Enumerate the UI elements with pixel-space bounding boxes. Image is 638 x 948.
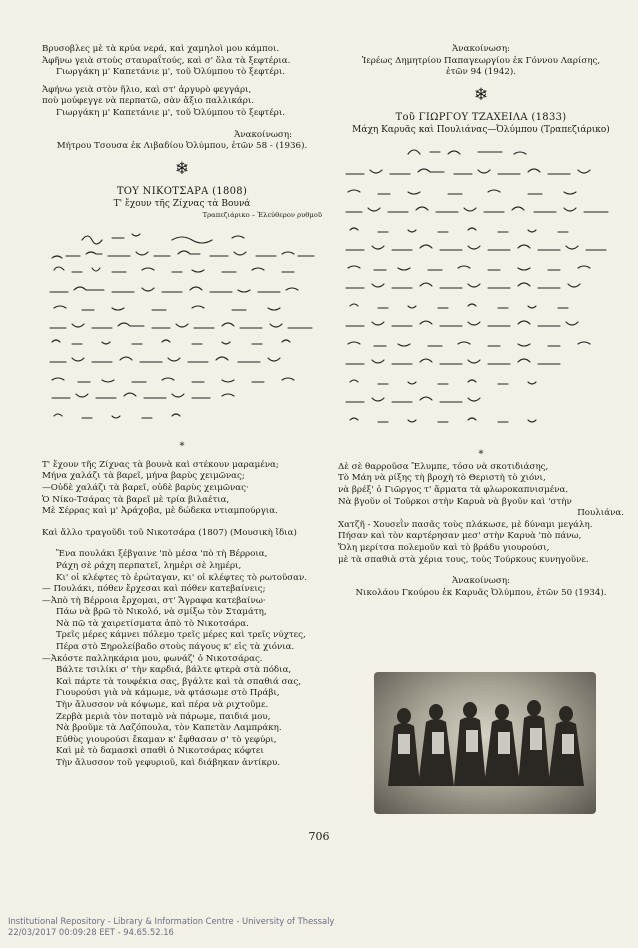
rhythm-note: Τραπεζιάρικο – Ἐλεύθερον ρυθμοῦ bbox=[202, 210, 322, 219]
poem-line: Κι' οἱ κλέφτες τὸ ἐρώταγαν, κι' οἱ κλέφτες τὸ ρωτοῦσαν. bbox=[56, 572, 308, 583]
announce-text: ἐτῶν 94 (1942). bbox=[445, 67, 517, 78]
left-column bbox=[42, 44, 322, 770]
footer-line: Institutional Repository - Library & Information Centre - University of Thessaly bbox=[8, 916, 335, 926]
verse-line: Δὲ σὲ θαρροῦσα Ἔλυμπε, τόσο νὰ σκοτιδιάσης, bbox=[338, 461, 549, 472]
song-subtitle: Μάχη Καρυᾶς καὶ Πουλιάνας—Ὀλύμπου (Τραπεζιάρικο) bbox=[352, 124, 610, 135]
poem-line: Πέρα στὸ Ξηρολείβαδο στοὺς πάγους κ' εἰς τὰ χιόνια. bbox=[56, 642, 295, 653]
byzantine-score-right bbox=[338, 136, 624, 448]
verse-line: Ὁ Νίκο-Τσάρας τὰ βαρεῖ μὲ τρία βιλαέτια, bbox=[42, 494, 230, 505]
announce-label: Ἀνακοίνωση: bbox=[234, 129, 292, 140]
intro-line: Ἀφήνω γειὰ στὸν ἥλιο, καὶ στ' ἀργυρὸ φεγγάρι, bbox=[42, 84, 252, 95]
announce-label: Ἀνακοίνωση: bbox=[452, 576, 510, 587]
song-title: Τοῦ ΓΙΩΡΓΟΥ ΤΖΑΧΕΙΛΑ (1833) bbox=[395, 111, 567, 123]
byzantine-score-left bbox=[42, 220, 322, 440]
poem-line: —Ἀπὸ τὴ Βέρροια ἔρχομαι, στ' Ἄγραφα κατεβαίνω· bbox=[42, 595, 266, 606]
poem-line: Καὶ μὲ τὸ δαμασκὶ σπαθὶ ὁ Νικοτσάρας κόφτει bbox=[56, 746, 264, 757]
song-title: ΤΟΥ ΝΙΚΟΤΣΑΡΑ (1808) bbox=[116, 185, 248, 197]
announce-text: Ἱερέως Δημητρίου Παπαγεωργίου ἐκ Γόννου Λαρίσης, bbox=[361, 55, 601, 66]
verse-line: Τ' ἔχουν τῆς Ζίχνας τὰ βουνὰ καὶ στέκουν μαραμένα; bbox=[42, 459, 279, 470]
snowflake-ornament-icon: ❄ bbox=[473, 84, 489, 105]
verse-line: Μὲ Σέρρας καὶ μ' Ἀράχοβα, μὲ δώδεκα ντιαμπούργια. bbox=[42, 506, 278, 517]
verse-line: Ὅλη μερίτσα πολεμοῦν καὶ τὸ βράδυ γιουρούσι, bbox=[338, 542, 550, 553]
other-song-heading: Καὶ ἄλλο τραγοῦδι τοῦ Νικοτσάρα (1807) (Μουσικὴ ἴδια) bbox=[42, 527, 297, 538]
footer-line: 22/03/2017 00:09:28 EET - 94.65.52.16 bbox=[8, 927, 174, 937]
poem-line: Καὶ πάρτε τὰ τουφέκια σας, βγάλτε καὶ τὰ σπαθιά σας, bbox=[56, 676, 302, 687]
verse-line: Πήσαν καὶ τὸν καρτέρησαν μεσ' στὴν Καρυὰ 'πὸ πάνω, bbox=[338, 531, 582, 542]
score-notation-drawing bbox=[338, 136, 624, 448]
verse-line: νὰ βρέξ' ὁ Γιῶργος τ' ἅρματα τὰ φλωροκαπνισμένα. bbox=[338, 484, 569, 495]
song-subtitle: Τ' ἔχουν τῆς Ζίχνας τὰ Βουνά bbox=[113, 198, 251, 209]
section-asterisk: * bbox=[478, 448, 484, 460]
intro-line: Γιωργάκη μ' Καπετάνιε μ', τοῦ Ὀλύμπου τὸ ξεφτέρι. bbox=[56, 107, 285, 118]
verse-line: Πουλιάνα. bbox=[577, 508, 624, 519]
announce-label: Ἀνακοίνωση: bbox=[452, 44, 510, 54]
announce-text: Μήτρου Τσουσα ἐκ Λιβαδίου Ὀλύμπου, ἐτῶν 58 - (1936). bbox=[56, 141, 308, 152]
page-number: 706 bbox=[308, 830, 330, 843]
intro-line: Ἀφῆνω γειὰ στοὺς σταυραΐτούς, καὶ σ' ὅλα τὰ ξεφτέρια. bbox=[42, 55, 291, 66]
poem-line: Νὰ πῶ τὰ χαιρετίσματα ἀπὸ τὸ Νικοτσάρα. bbox=[56, 618, 249, 629]
poem-line: Νὰ βροῦμε τὰ Λαζόπουλα, τὸν Καπετὰν Λαμπράκη. bbox=[56, 723, 282, 734]
poem-line: Τρεῖς μέρες κάμνει πόλεμο τρεῖς μέρες καὶ τρεῖς νύχτες, bbox=[56, 630, 306, 641]
score-notation-drawing bbox=[42, 220, 322, 440]
poem-line: Τὴν ἄλυσσον τοῦ γεφυριοῦ, καὶ διάβηκαν ἀντίκρυ. bbox=[56, 758, 280, 768]
verse-line: Μήνα χαλάζι τὰ βαρεῖ, μήνα βαρὺς χειμῶνας; bbox=[42, 471, 245, 482]
poem-line: Ράχη σὲ ράχη περπατεῖ, λημέρι σὲ λημέρι, bbox=[56, 560, 242, 571]
poem-line: Πάω νὰ βρῶ τὸ Νικολό, νὰ σμίξω τὸν Σταμάτη, bbox=[56, 607, 267, 618]
intro-line: Βρυσοβλες μὲ τὰ κρύα νερά, καὶ χαμηλοὶ μου κάμποι. bbox=[42, 44, 280, 54]
intro-line: Γιωργάκη μ' Καπετάνιε μ', τοῦ Ὀλύμπου τὸ ξεφτέρι. bbox=[56, 67, 285, 78]
intro-line: ποὺ μούφεγγε νὰ περπατῶ, σὰν ἄξιο παλλικάρι. bbox=[42, 96, 255, 107]
verse-line: Τὸ Μάη νὰ ρίξης τὴ βροχὴ τὸ Θεριστὴ τὸ χιόνι, bbox=[338, 473, 546, 484]
poem-line: —Ἀκόστε παλληκάρια μου, φωνάζ' ὁ Νικοτσάρας. bbox=[42, 653, 263, 664]
right-column bbox=[338, 44, 624, 599]
dancers-figures bbox=[374, 672, 596, 814]
verse-line: Χατζῆ - Χουσεῒν πασᾶς τοὺς πλάκωσε, μὲ δύναμι μεγάλη. bbox=[338, 519, 593, 530]
poem-line: Βάλτε τσιλίκι σ' τὴν καρδιά, βάλτε φτερὰ στὰ πόδια, bbox=[56, 665, 292, 676]
verse-line: Νὰ βγοῦν οἱ Τοῦρκοι στὴν Καρυὰ νὰ βγοῦν καὶ 'στὴν bbox=[338, 496, 572, 507]
poem-line: Εὐθὺς γιουρούσι ἔκαμαν κ' ἔφθασαν σ' τὸ γεφύρι, bbox=[56, 734, 277, 745]
poem-line: Τὴν ἄλυσσον νὰ κόψωμε, καὶ πέρα νὰ ριχτοῦμε. bbox=[56, 700, 269, 711]
poem-line: — Πουλάκι, πόθεν ἔρχεσαι καὶ πόθεν κατεβαίνεις; bbox=[42, 584, 266, 595]
poem-line: Γιουρούσι γιὰ νὰ κάμωμε, νὰ φτάσωμε στὸ Πράβι, bbox=[56, 688, 280, 699]
poem-line: Ζερβὰ μεριὰ τὸν ποταμὸ νὰ πάρωμε, παιδιά μου, bbox=[56, 711, 271, 722]
dancers-photograph bbox=[374, 672, 596, 814]
section-asterisk: * bbox=[179, 440, 185, 452]
verse-line: —Οὐδὲ χαλάζι τὰ βαρεῖ, οὐδὲ βαρὺς χειμῶνας· bbox=[42, 482, 249, 493]
repository-footer bbox=[8, 916, 334, 938]
verse-line: μὲ τὰ σπαθιὰ στὰ χέρια τους, τοὺς Τούρκους κυνηγοῦνε. bbox=[338, 554, 589, 565]
poem-line: Ἕνα πουλάκι ξέβγαινε 'πὸ μέσα 'πὸ τὴ Βέρροια, bbox=[56, 549, 268, 560]
announce-text: Νικολάου Γκούρου ἐκ Καρυᾶς Ὀλύμπου, ἐτῶν 50 (1934). bbox=[355, 587, 607, 598]
snowflake-ornament-icon: ❄ bbox=[174, 158, 190, 179]
